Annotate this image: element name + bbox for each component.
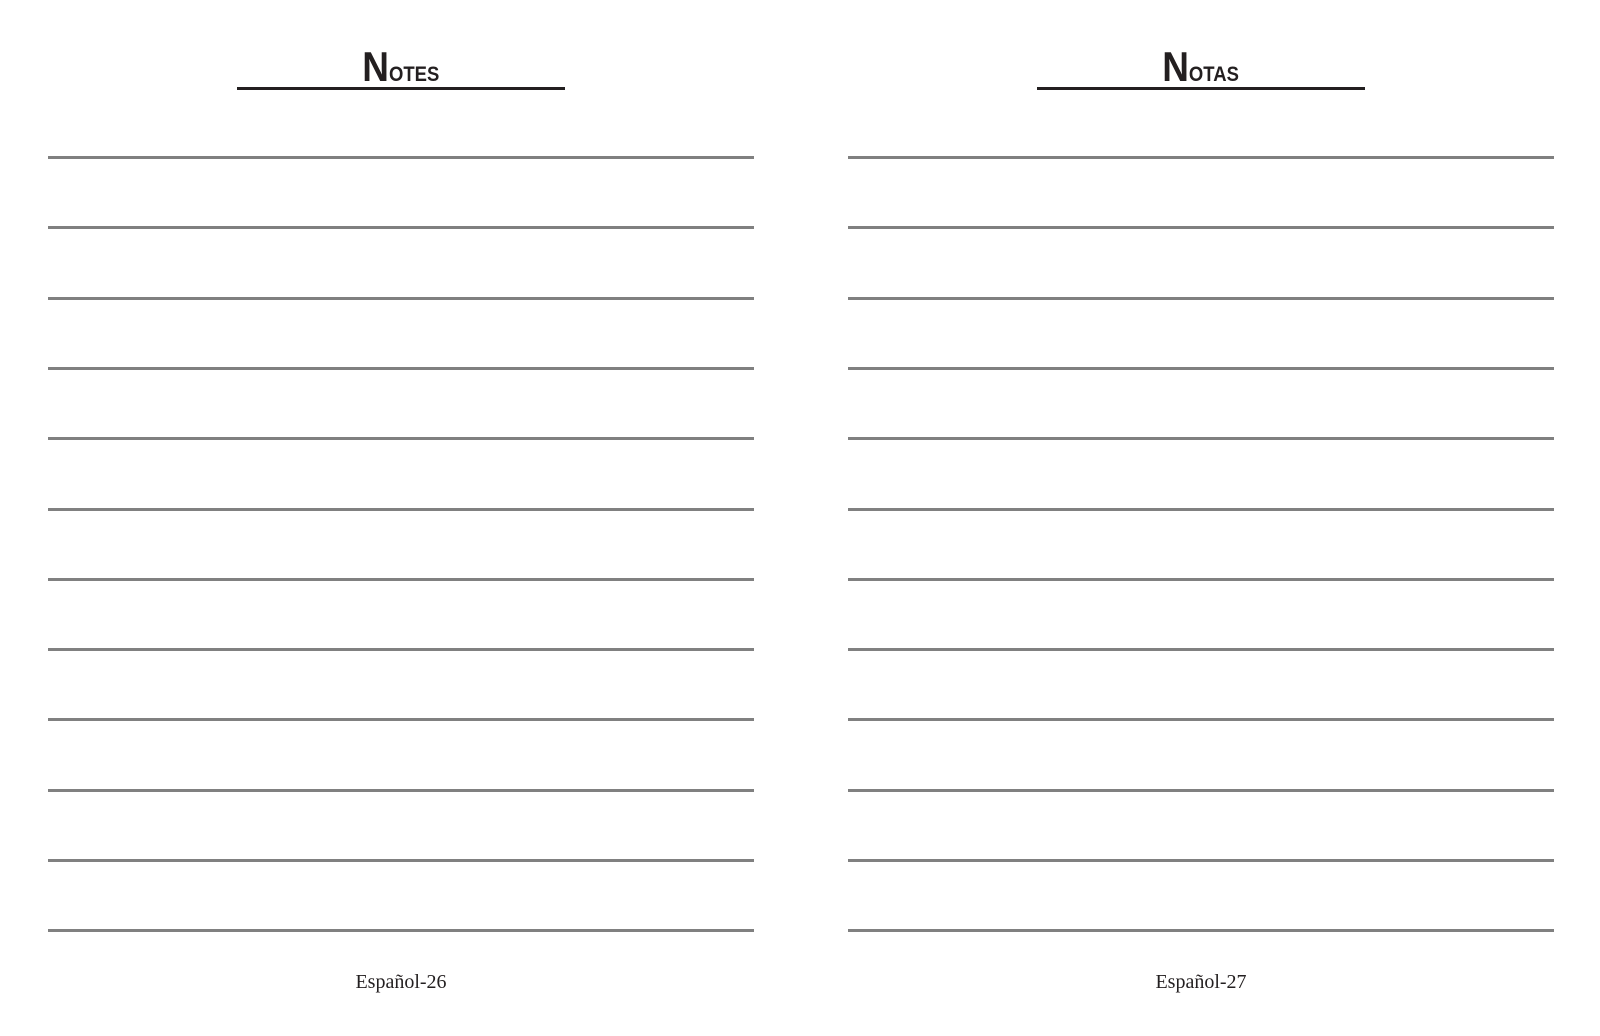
- writing-line: [48, 367, 754, 370]
- right-page: [800, 0, 1600, 1036]
- writing-line: [848, 508, 1554, 511]
- page-heading: [237, 42, 565, 90]
- writing-line: [848, 648, 1554, 651]
- writing-line: [848, 578, 1554, 581]
- writing-line: [848, 718, 1554, 721]
- writing-line: [848, 226, 1554, 229]
- writing-line: [48, 578, 754, 581]
- page-heading-text: Notas: [1162, 43, 1240, 90]
- writing-line: [848, 929, 1554, 932]
- writing-line: [48, 156, 754, 159]
- writing-line: [48, 226, 754, 229]
- writing-line: [848, 859, 1554, 862]
- writing-line: [48, 859, 754, 862]
- page-number: Español-26: [355, 971, 447, 993]
- writing-line: [848, 437, 1554, 440]
- page-number: Español-27: [1155, 971, 1247, 993]
- page-heading-text: Notes: [362, 43, 440, 90]
- writing-line: [848, 367, 1554, 370]
- writing-line: [48, 508, 754, 511]
- page-heading: [1037, 42, 1365, 90]
- writing-line: [848, 156, 1554, 159]
- writing-line: [48, 437, 754, 440]
- writing-line: [48, 297, 754, 300]
- writing-line: [848, 789, 1554, 792]
- writing-line: [48, 648, 754, 651]
- writing-line: [48, 789, 754, 792]
- writing-line: [48, 929, 754, 932]
- writing-line: [48, 718, 754, 721]
- writing-line: [848, 297, 1554, 300]
